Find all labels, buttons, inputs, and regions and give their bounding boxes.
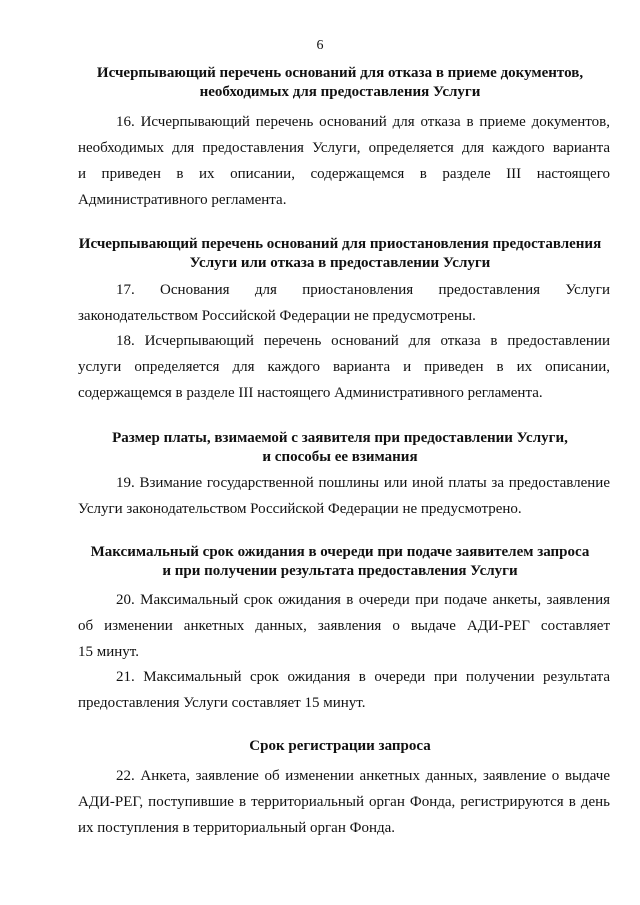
heading-line: Максимальный срок ожидания в очереди при подаче заявителем запроса [90, 544, 590, 560]
paragraph-18 [78, 328, 610, 406]
paragraph-line: необходимых для предоставления Услуги, определяется для каждого варианта [78, 140, 610, 156]
paragraph-line: их поступления в территориальный орган Фонда. [78, 820, 396, 836]
paragraph-21 [78, 664, 610, 716]
heading-line: и при получении результата предоставления Услуги [162, 563, 518, 579]
section-heading-1 [60, 64, 620, 102]
heading-line: Размер платы, взимаемой с заявителя при предоставлении Услуги, [112, 430, 568, 446]
paragraph-line: законодательством Российской Федерации не предусмотрены. [78, 308, 476, 324]
paragraph-19 [78, 470, 610, 522]
section-heading-4 [60, 543, 620, 581]
section-heading-5 [60, 737, 620, 756]
paragraph-line: 15 минут. [78, 644, 139, 660]
paragraph-line: 17. Основания для приостановления предоставления Услуги [116, 282, 610, 298]
paragraph-line: АДИ-РЕГ, поступившие в территориальный орган Фонда, регистрируются в день [78, 794, 610, 810]
paragraph-line: об изменении анкетных данных, заявления о выдаче АДИ-РЕГ составляет [78, 618, 610, 634]
paragraph-line: Административного регламента. [78, 192, 287, 208]
paragraph-line: 18. Исчерпывающий перечень оснований для отказа в предоставлении [116, 333, 610, 349]
paragraph-line: 16. Исчерпывающий перечень оснований для отказа в приеме документов, [116, 114, 610, 130]
heading-line: Исчерпывающий перечень оснований для приостановления предоставления [78, 236, 602, 252]
heading-line: Исчерпывающий перечень оснований для отказа в приеме документов, [96, 65, 584, 81]
section-heading-3 [60, 429, 620, 467]
paragraph-line: услуги определяется для каждого варианта и приведен в их описании, [78, 359, 610, 375]
paragraph-line: и приведен в их описании, содержащемся в разделе III настоящего [78, 166, 610, 182]
section-heading-2 [60, 235, 620, 273]
paragraph-line: 22. Анкета, заявление об изменении анкетных данных, заявление о выдаче [116, 768, 610, 784]
paragraph-17 [78, 277, 610, 329]
paragraph-line: содержащемся в разделе III настоящего Административного регламента. [78, 385, 543, 401]
heading-line: и способы ее взимания [262, 449, 418, 465]
heading-line: необходимых для предоставления Услуги [199, 84, 481, 100]
paragraph-22 [78, 763, 610, 841]
paragraph-20 [78, 587, 610, 665]
paragraph-line: Услуги законодательством Российской Федерации не предусмотрено. [78, 501, 522, 517]
paragraph-line: предоставления Услуги составляет 15 минут. [78, 695, 366, 711]
page-number: 6 [316, 38, 324, 53]
paragraph-16 [78, 109, 610, 213]
paragraph-line: 21. Максимальный срок ожидания в очереди при получении результата [116, 669, 610, 685]
paragraph-line: 19. Взимание государственной пошлины или иной платы за предоставление [116, 475, 610, 491]
paragraph-line: 20. Максимальный срок ожидания в очереди при подаче анкеты, заявления [116, 592, 610, 608]
heading-line: Срок регистрации запроса [249, 738, 431, 754]
heading-line: Услуги или отказа в предоставлении Услуги [189, 255, 491, 271]
